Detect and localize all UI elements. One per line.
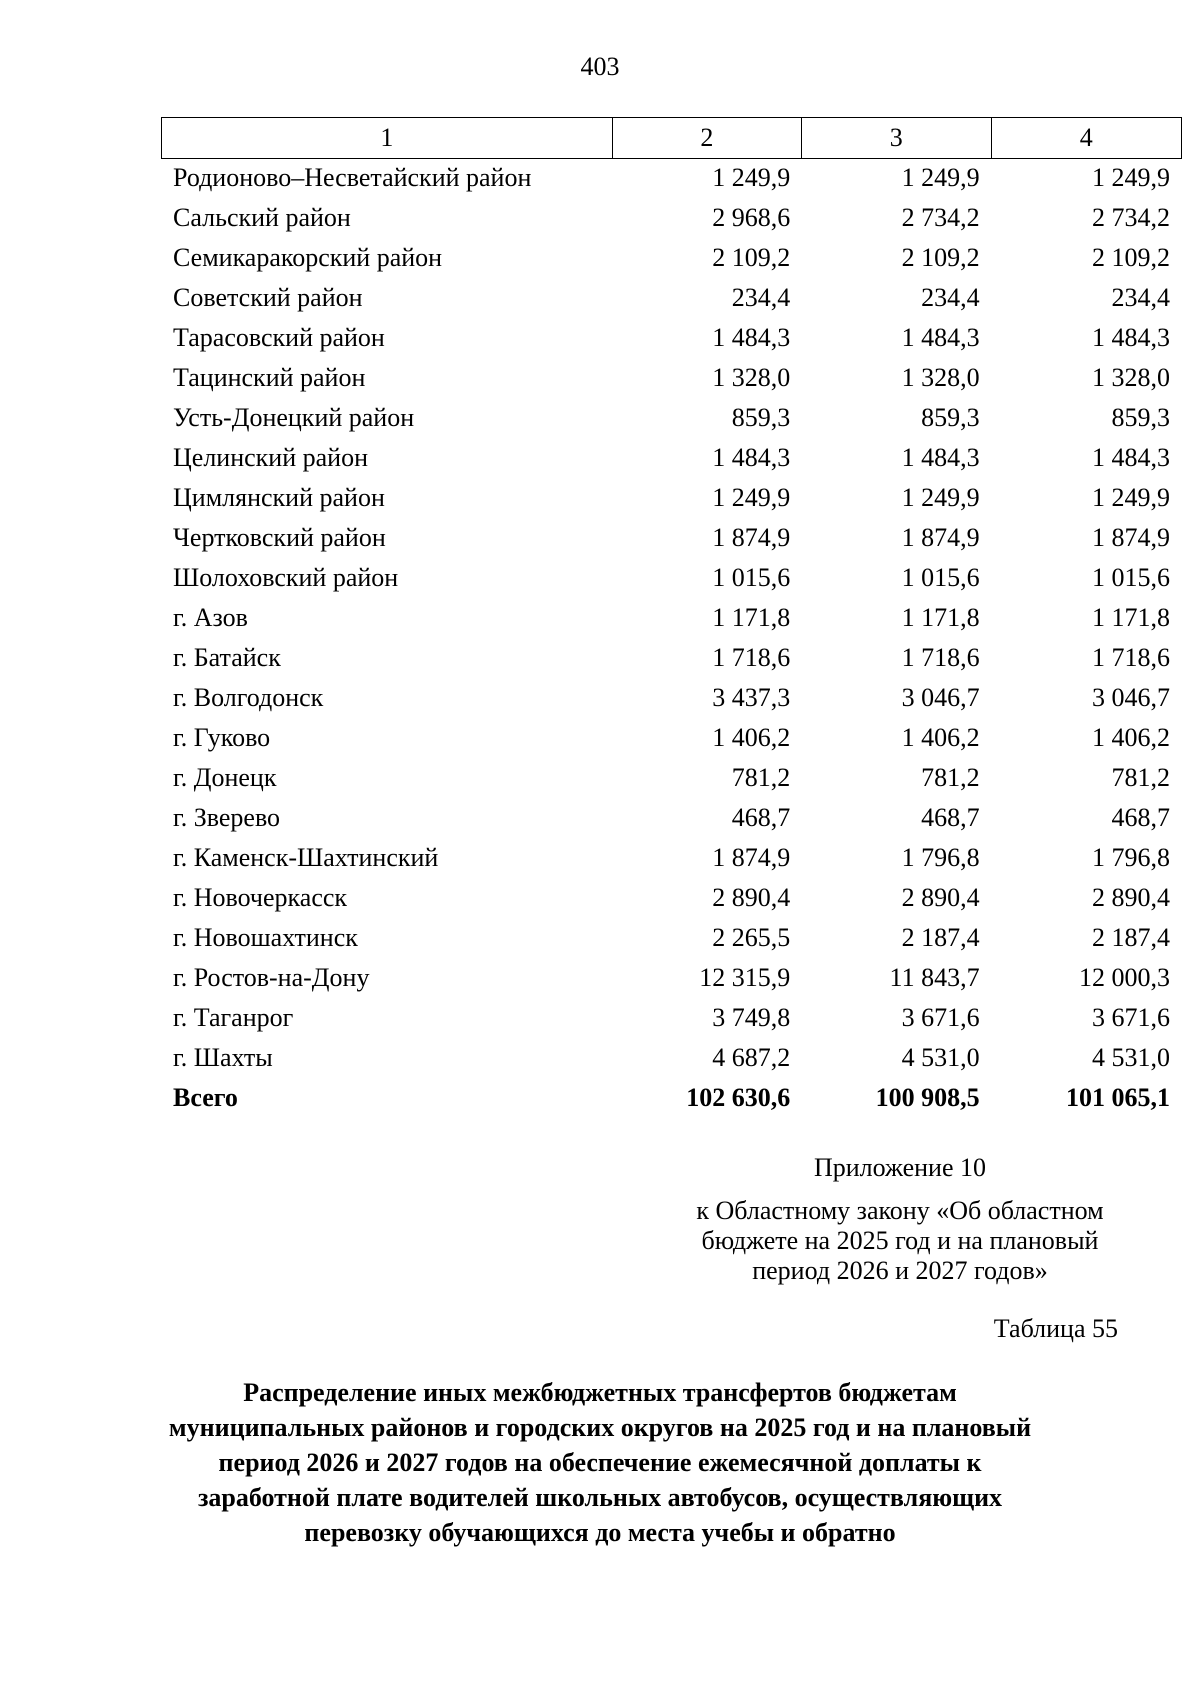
value-col-3: 1 718,6	[901, 643, 980, 672]
table-row	[161, 358, 1182, 398]
value-col-3: 2 109,2	[901, 243, 980, 272]
value-col-4: 2 187,4	[1092, 923, 1170, 952]
row-name: г. Новошахтинск	[173, 923, 358, 952]
table-row	[161, 798, 1182, 838]
value-col-3: 1 874,9	[901, 523, 980, 552]
value-col-2: 781,2	[731, 763, 791, 792]
table-row	[161, 678, 1182, 718]
table-row	[161, 638, 1182, 678]
title-line: заработной плате водителей школьных автобусов, осуществляющих	[197, 1483, 1003, 1512]
value-col-2: 234,4	[731, 283, 791, 312]
value-col-4: 234,4	[1111, 283, 1170, 312]
table-row	[161, 278, 1182, 318]
value-col-2: 3 437,3	[712, 683, 791, 712]
table-row	[161, 598, 1182, 638]
row-name: г. Новочеркасск	[173, 883, 348, 912]
header-col-3: 3	[802, 118, 991, 159]
value-col-2: 2 265,5	[712, 923, 791, 952]
value-col-3: 1 015,6	[901, 563, 980, 592]
appendix-desc-line: период 2026 и 2027 годов»	[752, 1256, 1048, 1285]
value-col-2: 1 249,9	[712, 163, 791, 192]
value-col-2: 2 968,6	[712, 203, 791, 232]
table-label: Таблица 55	[993, 1314, 1118, 1343]
header-col-1: 1	[162, 118, 613, 159]
value-col-2: 4 687,2	[712, 1043, 791, 1072]
value-col-3: 2 187,4	[901, 923, 980, 952]
table-row	[161, 838, 1182, 878]
value-col-2: 1 484,3	[712, 443, 791, 472]
value-col-2: 468,7	[731, 803, 791, 832]
row-name: Целинский район	[173, 443, 368, 472]
title-line: Распределение иных межбюджетных трансфертов бюджетам	[243, 1378, 957, 1407]
value-col-3: 1 484,3	[901, 323, 980, 352]
value-col-4: 1 484,3	[1092, 323, 1170, 352]
value-col-3: 468,7	[921, 803, 980, 832]
row-name: г. Каменск-Шахтинский	[173, 843, 439, 872]
row-name: Советский район	[173, 283, 363, 312]
table-row	[161, 718, 1182, 758]
budget-table	[161, 158, 1182, 1118]
document-title	[140, 1375, 1060, 1550]
value-col-2: 2 109,2	[712, 243, 791, 272]
row-name: г. Ростов-на-Дону	[173, 963, 370, 992]
value-col-4: 468,7	[1111, 803, 1170, 832]
value-col-4: 1 171,8	[1092, 603, 1170, 632]
row-name: Родионово–Несветайский район	[173, 163, 532, 192]
value-col-2: 12 315,9	[699, 963, 791, 992]
table-row	[161, 318, 1182, 358]
value-col-4: 4 531,0	[1092, 1043, 1170, 1072]
title-line: муниципальных районов и городских округов на 2025 год и на плановый	[168, 1413, 1032, 1442]
value-col-3: 4 531,0	[901, 1043, 980, 1072]
value-col-2: 1 015,6	[712, 563, 791, 592]
value-col-3: 1 796,8	[901, 843, 980, 872]
value-col-2: 2 890,4	[712, 883, 791, 912]
title-line: перевозку обучающихся до места учебы и обратно	[304, 1518, 896, 1547]
row-name: Чертковский район	[173, 523, 386, 552]
appendix-desc-line: бюджете на 2025 год и на плановый	[701, 1226, 1099, 1255]
row-name: Цимлянский район	[173, 483, 385, 512]
value-col-4: 1 249,9	[1092, 163, 1170, 192]
table-row	[161, 478, 1182, 518]
value-col-2: 3 749,8	[712, 1003, 791, 1032]
value-col-4: 781,2	[1111, 763, 1170, 792]
value-col-4: 2 890,4	[1092, 883, 1170, 912]
value-col-3: 1 249,9	[901, 483, 980, 512]
value-col-4: 2 109,2	[1092, 243, 1170, 272]
budget-table-body	[161, 158, 1182, 1118]
value-col-3: 234,4	[921, 283, 980, 312]
value-col-3: 2 734,2	[901, 203, 980, 232]
appendix-desc-line: к Областному закону «Об областном	[696, 1196, 1104, 1225]
value-col-2: 1 249,9	[712, 483, 791, 512]
value-col-3: 2 890,4	[901, 883, 980, 912]
header-col-4: 4	[991, 118, 1181, 159]
row-name: г. Шахты	[173, 1043, 273, 1072]
value-col-4: 1 484,3	[1092, 443, 1170, 472]
table-row	[161, 518, 1182, 558]
value-col-3: 1 328,0	[901, 363, 980, 392]
value-col-4: 1 874,9	[1092, 523, 1170, 552]
value-col-2: 1 874,9	[712, 523, 791, 552]
value-col-2: 1 718,6	[712, 643, 791, 672]
table-row	[161, 158, 1182, 198]
value-col-3: 1 484,3	[901, 443, 980, 472]
value-col-2: 1 484,3	[712, 323, 791, 352]
page-number: 403	[580, 52, 620, 81]
table-row	[161, 1038, 1182, 1078]
table-row	[161, 398, 1182, 438]
value-col-3: 11 843,7	[889, 963, 980, 992]
row-name: г. Донецк	[173, 763, 277, 792]
row-name: Шолоховский район	[173, 563, 399, 592]
value-col-4: 859,3	[1111, 403, 1170, 432]
value-col-3: 1 406,2	[901, 723, 980, 752]
title-line: период 2026 и 2027 годов на обеспечение ежемесячной доплаты к	[218, 1448, 982, 1477]
table-row	[161, 438, 1182, 478]
appendix-description	[620, 1196, 1180, 1286]
table-row	[161, 878, 1182, 918]
table-row	[161, 958, 1182, 998]
value-col-2: 1 874,9	[712, 843, 791, 872]
row-name: г. Азов	[173, 603, 248, 632]
value-col-4: 1 249,9	[1092, 483, 1170, 512]
total-row	[161, 1078, 1182, 1118]
value-col-4: 3 671,6	[1092, 1003, 1170, 1032]
value-col-3: 1 171,8	[901, 603, 980, 632]
value-col-4: 1 718,6	[1092, 643, 1170, 672]
value-col-4: 1 406,2	[1092, 723, 1170, 752]
value-col-4: 3 046,7	[1092, 683, 1170, 712]
table-row	[161, 758, 1182, 798]
row-name: Всего	[173, 1083, 238, 1112]
value-col-3: 1 249,9	[901, 163, 980, 192]
table-row	[161, 998, 1182, 1038]
table-row	[161, 918, 1182, 958]
value-col-4: 2 734,2	[1092, 203, 1170, 232]
value-col-3: 781,2	[921, 763, 980, 792]
value-col-4: 1 015,6	[1092, 563, 1170, 592]
value-col-4: 1 796,8	[1092, 843, 1170, 872]
value-col-4: 101 065,1	[1066, 1083, 1170, 1112]
value-col-2: 102 630,6	[686, 1083, 791, 1112]
appendix-number: Приложение 10	[813, 1153, 987, 1182]
value-col-3: 3 046,7	[901, 683, 980, 712]
header-col-2: 2	[612, 118, 801, 159]
row-name: г. Батайск	[173, 643, 281, 672]
value-col-3: 100 908,5	[875, 1083, 980, 1112]
row-name: г. Таганрог	[173, 1003, 294, 1032]
row-name: Тацинский район	[173, 363, 366, 392]
value-col-3: 3 671,6	[901, 1003, 980, 1032]
value-col-2: 1 406,2	[712, 723, 791, 752]
row-name: Тарасовский район	[173, 323, 385, 352]
value-col-2: 1 171,8	[712, 603, 791, 632]
value-col-3: 859,3	[921, 403, 980, 432]
value-col-4: 1 328,0	[1092, 363, 1170, 392]
row-name: г. Гуково	[173, 723, 271, 752]
column-number-header	[161, 117, 1182, 159]
row-name: г. Волгодонск	[173, 683, 324, 712]
row-name: Семикаракорский район	[173, 243, 443, 272]
row-name: Усть-Донецкий район	[173, 403, 415, 432]
row-name: г. Зверево	[173, 803, 281, 832]
row-name: Сальский район	[173, 203, 351, 232]
value-col-2: 1 328,0	[712, 363, 791, 392]
table-row	[161, 558, 1182, 598]
value-col-4: 12 000,3	[1079, 963, 1170, 992]
table-row	[161, 238, 1182, 278]
table-row	[161, 198, 1182, 238]
value-col-2: 859,3	[731, 403, 791, 432]
